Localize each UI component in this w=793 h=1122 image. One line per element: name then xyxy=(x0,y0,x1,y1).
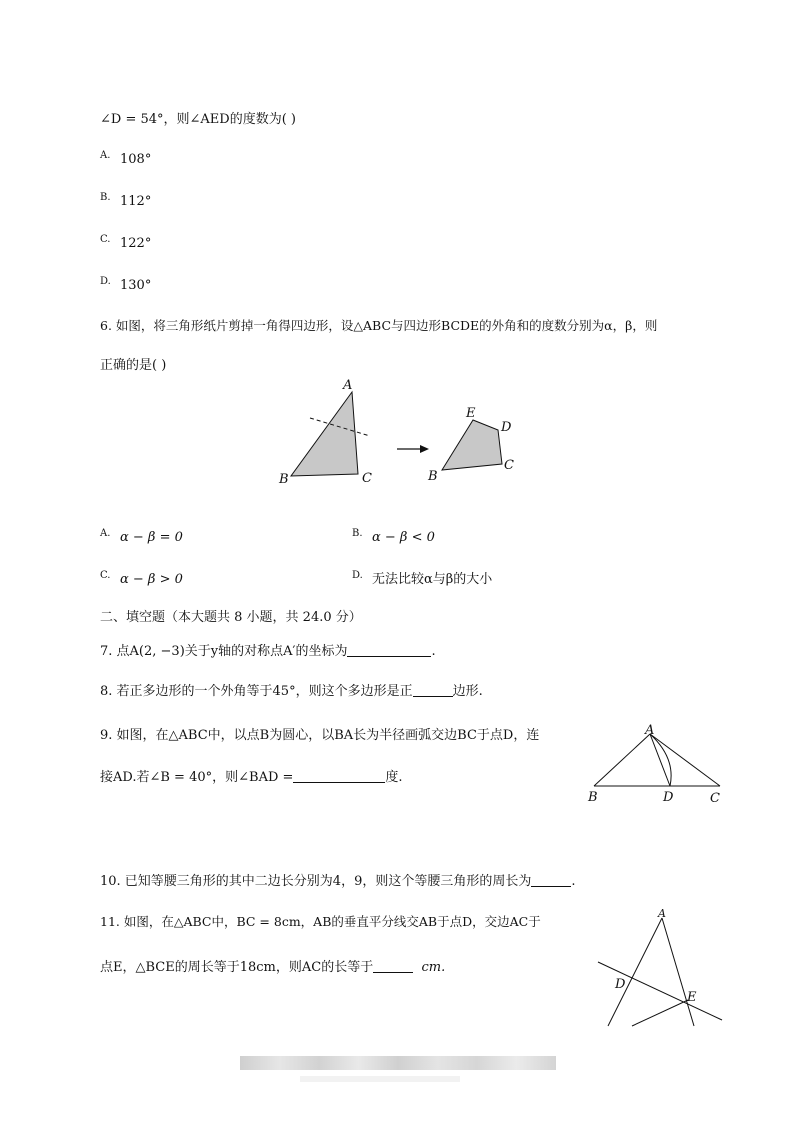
q11-answer-blank[interactable] xyxy=(373,958,413,973)
segment-ab xyxy=(608,918,662,1026)
segment-be xyxy=(632,1000,688,1026)
q10-answer-blank[interactable] xyxy=(531,872,571,887)
q9-line1: 9. 如图，在△ABC中，以点B为圆心，以BA长为半径画弧交边BC于点D，连 xyxy=(100,728,540,743)
option-letter: B. xyxy=(100,192,111,203)
label-d: D xyxy=(663,790,674,805)
segment-ba xyxy=(594,734,650,786)
q11-line2-a: 点E，△BCE的周长等于18cm，则AC的长等于 xyxy=(100,960,374,975)
label-e: E xyxy=(687,990,697,1005)
q6-line2: 正确的是( ) xyxy=(100,358,167,373)
label-c: C xyxy=(710,791,720,806)
q11-line2-b: cm. xyxy=(421,960,446,975)
quadrilateral-bcde xyxy=(442,420,502,470)
q8-answer-blank[interactable] xyxy=(413,682,453,697)
label-c2: C xyxy=(504,458,514,473)
label-a: A xyxy=(343,378,353,393)
q7-text-a: 7. 点A(2, −3)关于y轴的对称点A′的坐标为 xyxy=(100,644,348,659)
q10-text-b: . xyxy=(571,874,576,889)
q6-line1: 6. 如图，将三角形纸片剪掉一角得四边形，设△ABC与四边形BCDE的外角和的度数分别为α，β，则 xyxy=(100,318,658,333)
q7-text xyxy=(100,640,436,659)
q9-line2-b: 度. xyxy=(385,770,403,785)
q11-line1: 11. 如图，在△ABC中，BC = 8cm，AB的垂直平分线交AB于点D，交边AC于 xyxy=(100,914,541,929)
label-e: E xyxy=(466,406,476,421)
footer-watermark xyxy=(240,1056,556,1070)
q8-text-b: 边形. xyxy=(452,684,483,699)
option-value: 112° xyxy=(120,194,152,209)
q9-figure xyxy=(584,722,734,808)
option-value: 122° xyxy=(120,236,152,251)
option-letter: A. xyxy=(100,528,111,539)
option-letter: C. xyxy=(100,234,111,245)
label-a: A xyxy=(658,907,666,920)
option-letter: B. xyxy=(352,528,363,539)
label-b2: B xyxy=(428,469,438,484)
q7-answer-blank[interactable] xyxy=(347,642,431,657)
label-c: C xyxy=(362,471,372,486)
label-d: D xyxy=(501,420,512,435)
option-value: 无法比较α与β的大小 xyxy=(372,572,493,587)
q8-text-a: 8. 若正多边形的一个外角等于45°，则这个多边形是正 xyxy=(100,684,413,699)
label-d: D xyxy=(615,977,626,992)
q9-answer-blank[interactable] xyxy=(293,768,385,783)
section-title: 二、填空题（本大题共 8 小题，共 24.0 分） xyxy=(100,610,362,625)
option-value: 108° xyxy=(120,152,152,167)
q5-stem: ∠D = 54°，则∠AED的度数为( ) xyxy=(100,112,296,127)
q11-line2 xyxy=(100,956,445,975)
q11-figure xyxy=(590,904,730,1030)
label-b: B xyxy=(588,790,598,805)
option-value: 130° xyxy=(120,278,152,293)
option-letter: D. xyxy=(352,570,363,581)
option-letter: A. xyxy=(100,150,111,161)
q10-text-a: 10. 已知等腰三角形的其中二边长分别为4，9，则这个等腰三角形的周长为 xyxy=(100,874,532,889)
option-letter: D. xyxy=(100,276,111,287)
label-a: A xyxy=(645,723,655,738)
triangle-abc xyxy=(291,392,358,476)
label-b: B xyxy=(279,472,289,487)
option-value: α − β = 0 xyxy=(120,530,183,545)
footer-watermark-shadow xyxy=(300,1076,460,1082)
q9-line2 xyxy=(100,766,403,785)
arrow-head-icon xyxy=(420,445,429,453)
q8-text xyxy=(100,680,483,699)
q10-text xyxy=(100,870,576,889)
option-value: α − β > 0 xyxy=(120,572,183,587)
q6-figure xyxy=(270,372,530,492)
q7-text-b: . xyxy=(431,644,436,659)
option-value: α − β < 0 xyxy=(372,530,435,545)
option-letter: C. xyxy=(100,570,111,581)
q9-line2-a: 接AD.若∠B = 40°，则∠BAD = xyxy=(100,770,294,785)
